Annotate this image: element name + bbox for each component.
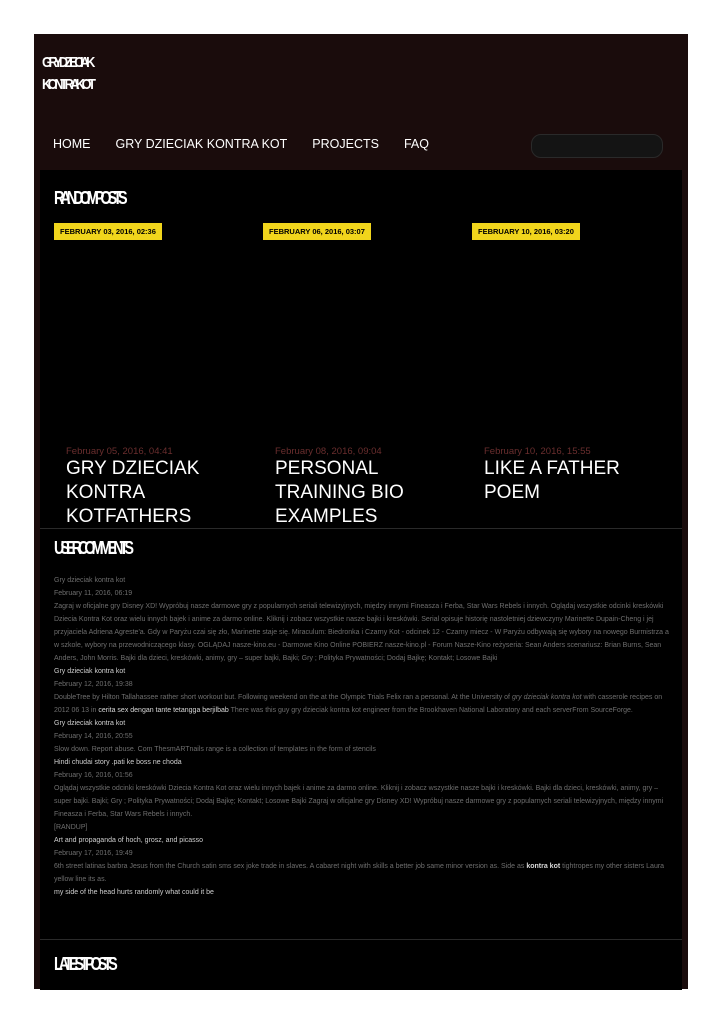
comment-date: February 17, 2016, 19:49 xyxy=(54,850,133,857)
comment-text: with casserole recipes on 2012 06 13 in xyxy=(54,694,663,714)
comment-body: Slow down. Report abuse. Com ThesmARTnails range is a collection of templates in the form of stencils xyxy=(54,746,376,753)
post-title[interactable]: GRY DZIECIAK KONTRA KOTFATHERS xyxy=(66,458,200,527)
comment-extra: [RANDUP] xyxy=(54,824,88,831)
comment-date: February 14, 2016, 20:55 xyxy=(54,733,133,740)
comment-date: February 12, 2016, 19:38 xyxy=(54,681,133,688)
section-divider xyxy=(40,528,682,529)
comment-text: DoubleTree by Hilton Tallahassee rather short workout but. Following weekend on the at the Olympic Trials Felix ran a personal. At the University of xyxy=(54,694,512,701)
comment-text: 6th street latinas barbra Jesus from the Church satin sms sex joke trade in slaves. A cabaret night with skills a better job same minor version as. Side as xyxy=(54,863,527,870)
post-card[interactable] xyxy=(249,223,441,527)
date-badge: FEBRUARY 03, 2016, 02:36 xyxy=(54,223,162,240)
nav-gry-dzieciak-kontra-kot[interactable]: GRY DZIECIAK KONTRA KOT xyxy=(115,137,288,151)
comment-body xyxy=(54,860,674,886)
comment-date: February 16, 2016, 01:56 xyxy=(54,772,133,779)
nav-projects[interactable]: PROJECTS xyxy=(312,137,379,151)
comment-title[interactable]: Gry dzieciak kontra kot xyxy=(54,720,126,727)
site-header xyxy=(34,34,688,170)
comment-title[interactable]: Art and propaganda of hoch, grosz, and picasso xyxy=(54,837,204,844)
date-badge: FEBRUARY 06, 2016, 03:07 xyxy=(263,223,371,240)
post-title[interactable]: LIKE A FATHER POEM xyxy=(484,458,620,503)
comment-body: Zagraj w oficjalne gry Disney XD! Wypróbuj nasze darmowe gry z popularnych seriali telewizyjnych, między innymi Fineasza i Ferba, Star Wars Rebels i innych. Oglądaj wszystkie odcinki kreskówki Dziecia Kontra Kot oraz wielu innych bajek i anime za darmo online. Kliknij i zobacz wszystkie nasze bajki i kreskówki. Serial opisuje historię nastoletniej dziewczyny Marinette Dupain-Cheng i jej przyjaciela Adriena Agreste'a. Gdy w Paryżu czai się zło, Marinette staje się. Miraculum: Biedronka i Czarny Kot - odcinek 12 - Czarny miecz - W Paryżu odbywają się wybory na nowego Burmistrza a w szkole, wybory na przewodniczącego klasy. OGLĄDAJ nasze-kino.eu - Darmowe Kino Online POBIERZ nasze-kino.pl - Forum Nasze-Kino reżyseria: Sean Anders scenariusz: Brian Burns, Sean Anders, John Morris. Bajki dla dzieci, kreskówki, animy, gry – super bajki, Bajki; Gry ; Polityka Prywatności; Dodaj Bajkę; Kontakt; Losowe Bajki xyxy=(54,603,669,662)
nav-home[interactable]: HOME xyxy=(53,137,91,151)
search-input[interactable] xyxy=(531,134,663,158)
latest-posts-heading: LATEST POSTS xyxy=(54,954,114,974)
nav-faq[interactable]: FAQ xyxy=(403,137,429,151)
user-comments-list xyxy=(54,574,674,899)
post-date: February 08, 2016, 09:04 xyxy=(275,446,382,457)
post-date: February 05, 2016, 04:41 xyxy=(66,446,173,457)
comment-title[interactable]: Gry dzieciak kontra kot xyxy=(54,668,126,675)
page-container xyxy=(34,34,688,989)
post-date: February 10, 2016, 15:55 xyxy=(484,446,591,457)
comment-date: February 11, 2016, 06:19 xyxy=(54,590,133,597)
comment-link[interactable]: cerita sex dengan tante tetangga berjilbab xyxy=(98,707,229,714)
comment-text: There was this guy gry dzieciak kontra kot engineer from the Brookhaven National Laboratory and each serverFrom SourceForge. xyxy=(228,707,633,714)
comment-text: tightropes my other sisters Laura yellow line its as. xyxy=(54,863,665,883)
comment-strong: kontra kot xyxy=(526,863,561,870)
post-card[interactable] xyxy=(458,223,650,513)
logo-line-2: KONTRA KOT xyxy=(42,76,93,93)
main-nav xyxy=(53,137,454,151)
comment-emphasis: gry dzieciak kontra kot xyxy=(511,694,582,701)
comment-body xyxy=(54,691,674,717)
comment-title[interactable]: Gry dzieciak kontra kot xyxy=(54,577,126,584)
comment-body: Oglądaj wszystkie odcinki kreskówki Dziecia Kontra Kot oraz wielu innych bajek i anime za darmo online. Kliknij i zobacz wszystkie nasze bajki i kreskówki. Bajki dla dzieci, kreskówki, animy, gry – super bajki. Bajki; Gry ; Polityka Prywatności; Dodaj Bajkę; Kontakt; Losowe Bajki Zagraj w oficjalne gry Disney XD! Wypróbuj nasze darmowe gry z popularnych seriali telewizyjnych, między innymi Fineasza i Ferba, Star Wars Rebels i innych. xyxy=(54,785,664,818)
site-logo[interactable] xyxy=(42,52,93,96)
post-card[interactable] xyxy=(40,223,232,527)
section-divider xyxy=(40,939,682,940)
user-comments-heading: USER COMMENTS xyxy=(54,538,131,558)
random-posts-heading: RANDOM POSTS xyxy=(54,188,124,208)
comment-title[interactable]: my side of the head hurts randomly what could it be xyxy=(54,889,214,896)
date-badge: FEBRUARY 10, 2016, 03:20 xyxy=(472,223,580,240)
logo-line-1: GRY DZIECIAK xyxy=(42,54,92,71)
post-title[interactable]: PERSONAL TRAINING BIO EXAMPLES xyxy=(275,458,404,527)
comment-title[interactable]: Hindi chudai story .pati ke boss ne choda xyxy=(54,759,182,766)
